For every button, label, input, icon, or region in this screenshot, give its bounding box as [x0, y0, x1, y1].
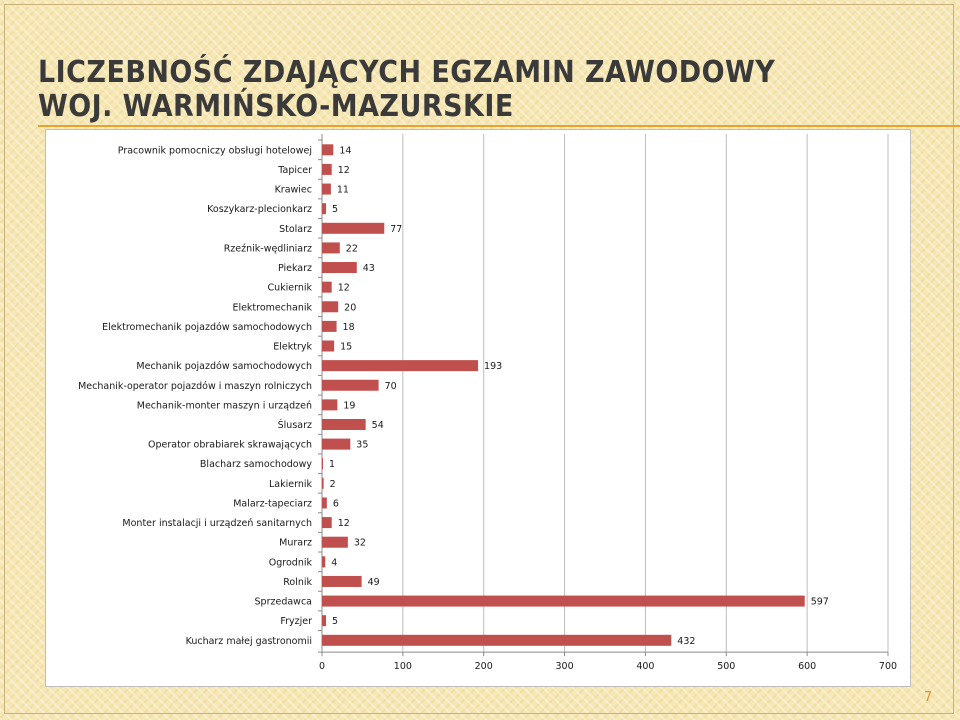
data-label: 35: [356, 439, 369, 451]
bar: [322, 596, 805, 607]
category-label: Rzeźnik-wędliniarz: [223, 243, 312, 255]
bar: [322, 458, 323, 469]
category-label: Elektromechanik pojazdów samochodowych: [102, 321, 312, 333]
data-label: 11: [336, 184, 349, 196]
category-label: Blacharz samochodowy: [199, 459, 312, 471]
category-label: Tapicer: [278, 164, 312, 176]
category-label: Cukiernik: [267, 282, 312, 294]
bar: [322, 478, 324, 489]
category-label: Rolnik: [283, 576, 312, 588]
category-label: Ślusarz: [277, 419, 312, 431]
category-label: Mechanik-monter maszyn i urządzeń: [136, 400, 312, 412]
bar: [322, 399, 337, 410]
bar: [322, 419, 366, 430]
data-label: 22: [345, 243, 358, 255]
data-label: 5: [332, 616, 339, 628]
data-label: 54: [371, 419, 384, 431]
bar: [322, 282, 332, 293]
category-label: Monter instalacji i urządzeń sanitarnych: [122, 518, 312, 530]
category-label: Mechanik-operator pojazdów i maszyn rolniczych: [78, 380, 312, 392]
chart-panel: [45, 129, 911, 687]
x-tick-label: 700: [878, 661, 898, 673]
x-tick-label: 400: [636, 661, 655, 673]
data-label: 12: [337, 282, 350, 294]
data-label: 20: [344, 302, 357, 314]
category-label: Piekarz: [277, 263, 312, 275]
category-label: Mechanik pojazdów samochodowych: [136, 361, 312, 373]
bar: [322, 615, 326, 626]
data-label: 18: [342, 321, 355, 333]
page-number: 7: [924, 690, 933, 705]
x-tick-label: 200: [474, 661, 493, 673]
x-tick-label: 0: [318, 661, 326, 673]
bar: [322, 321, 337, 332]
category-label: Lakiernik: [268, 478, 312, 490]
category-label: Ogrodnik: [268, 557, 312, 569]
category-label: Pracownik pomocniczy obsługi hotelowej: [117, 145, 312, 157]
bar: [322, 341, 334, 352]
data-label: 49: [367, 576, 380, 588]
category-label: Koszykarz-plecionkarz: [207, 204, 312, 216]
data-label: 4: [331, 557, 338, 569]
bar-chart: [46, 130, 912, 688]
title-line-2: WOJ. WARMIŃSKO-MAZURSKIE: [38, 89, 514, 124]
data-label: 5: [332, 204, 339, 216]
data-label: 14: [339, 145, 352, 157]
category-label: Elektryk: [273, 341, 312, 353]
bar: [322, 439, 350, 450]
data-label: 1: [329, 459, 336, 471]
bar: [322, 556, 325, 567]
category-label: Fryzjer: [280, 616, 312, 628]
bar: [322, 164, 332, 175]
category-label: Operator obrabiarek skrawających: [148, 439, 312, 451]
bar: [322, 223, 384, 234]
data-label: 43: [362, 263, 375, 275]
bar: [322, 203, 326, 214]
data-label: 32: [353, 537, 366, 549]
bar: [322, 537, 348, 548]
bar: [322, 517, 332, 528]
bar: [322, 301, 338, 312]
bar: [322, 262, 357, 273]
bar: [322, 184, 331, 195]
bar: [322, 497, 327, 508]
category-label: Sprzedawca: [254, 596, 312, 608]
data-label: 2: [329, 478, 336, 490]
data-label: 432: [677, 635, 696, 647]
data-label: 597: [810, 596, 829, 608]
category-label: Stolarz: [279, 223, 312, 235]
bar: [322, 144, 333, 155]
category-label: Kucharz małej gastronomii: [185, 635, 312, 647]
data-label: 12: [337, 518, 350, 530]
category-label: Murarz: [279, 537, 312, 549]
bar: [322, 360, 478, 371]
data-label: 193: [484, 361, 503, 373]
bar: [322, 635, 671, 646]
slide-title: [38, 56, 775, 124]
title-underline: [38, 125, 960, 127]
x-tick-label: 100: [393, 661, 412, 673]
category-label: Malarz-tapeciarz: [233, 498, 312, 510]
data-label: 19: [343, 400, 356, 412]
bar: [322, 576, 362, 587]
x-tick-label: 500: [717, 661, 736, 673]
bar: [322, 380, 379, 391]
x-tick-label: 600: [798, 661, 817, 673]
category-label: Krawiec: [274, 184, 312, 196]
data-label: 70: [384, 380, 397, 392]
data-label: 15: [340, 341, 353, 353]
title-line-1: LICZEBNOŚĆ ZDAJĄCYCH EGZAMIN ZAWODOWY: [38, 55, 776, 90]
data-label: 6: [332, 498, 339, 510]
data-label: 77: [390, 223, 403, 235]
x-tick-label: 300: [555, 661, 574, 673]
category-label: Elektromechanik: [232, 302, 312, 314]
data-label: 12: [337, 164, 350, 176]
bar: [322, 242, 340, 253]
